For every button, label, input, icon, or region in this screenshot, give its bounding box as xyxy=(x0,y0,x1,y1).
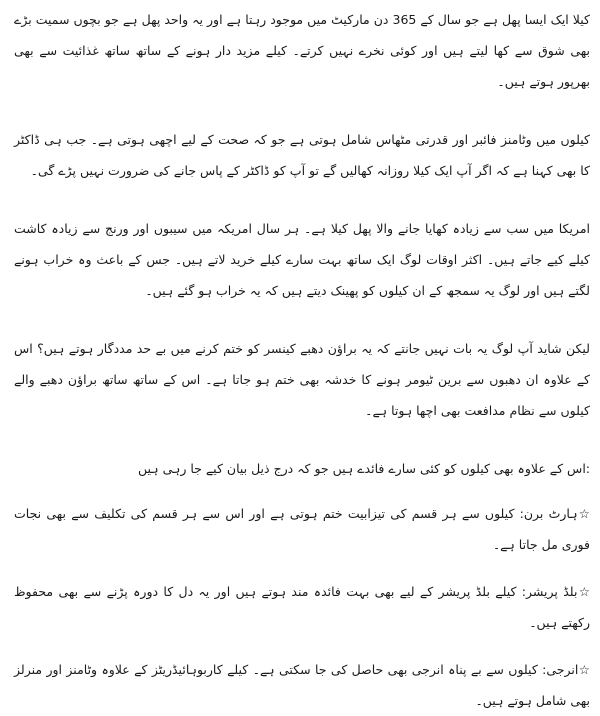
paragraph-brown-spots: لیکن شاید آپ لوگ یہ بات نہیں جانتے کہ یہ براؤن دھبے کینسر کو ختم کرنے میں بے حد مددگار ہوتے ہیں؟ اس کے علاوہ ان دھبوں سے برین ٹیومر ہونے کا خدشہ بھی ختم ہو جاتا ہے۔ اس کے ساتھ ساتھ براؤن دھبے والے کیلوں سے نظام مدافعت بھی اچھا ہوتا ہے۔ xyxy=(14,341,590,418)
bullet-heartburn: ☆ہارٹ برن: کیلوں سے ہر قسم کی تیزابیت ختم ہوتی ہے اور اس سے ہر قسم کی تکلیف سے بھی نجات فوری مل جاتا ہے۔ xyxy=(14,506,590,552)
paragraph-benefits-intro: :اس کے علاوہ بھی کیلوں کو کئی سارے فائدے ہیں جو کہ درج ذیل بیان کیے جا رہی ہیں xyxy=(138,461,590,476)
bullet-energy: ☆انرجی: کیلوں سے بے پناہ انرجی بھی حاصل کی جا سکتی ہے۔ کیلے کاربوہائیڈریٹز کے علاوہ وٹامنز اور منرلز بھی شامل ہوتے ہیں۔ xyxy=(14,662,590,708)
paragraph-nutrition: کیلوں میں وٹامنز فائبر اور قدرتی مٹھاس شامل ہوتی ہے جو کہ صحت کے لیے اچھی ہوتی ہے۔ جب ہی ڈاکٹر کا بھی کہنا ہے کہ اگر آپ ایک کیلا روزانہ کھالیں گے تو آپ کو ڈاکٹر کے پاس جانے کی ضرورت نہیں پڑے گی۔ xyxy=(14,132,590,178)
bullet-blood-pressure: ☆بلڈ پریشر: کیلے بلڈ پریشر کے لیے بھی بہت فائدہ مند ہوتے ہیں اور یہ دل کا دورہ پڑنے سے بھی محفوظ رکھتے ہیں۔ xyxy=(14,584,590,630)
paragraph-america: امریکا میں سب سے زیادہ کھایا جانے والا پھل کیلا ہے۔ ہر سال امریکہ میں سیبوں اور ورنج سے زیادہ کاشت کیلے کیے جاتے ہیں۔ اکثر اوقات لوگ ایک ساتھ بہت سارے کیلے خرید لاتے ہیں۔ جس کے باعث وہ خراب ہونے لگتے ہیں اور لوگ یہ سمجھ کے ان کیلوں کو پھینک دیتے ہیں کہ یہ خراب ہو گئے ہیں۔ xyxy=(14,221,590,298)
paragraph-availability: کیلا ایک ایسا پھل ہے جو سال کے 365 دن مارکیٹ میں موجود رہتا ہے اور یہ واحد پھل ہے جو بچوں سمیت بڑے بھی شوق سے کھا لیتے ہیں اور کوئی نخرے نہیں کرتے۔ کیلے مزید دار ہونے کے ساتھ ساتھ غذائیت سے بھی بھرپور ہوتے ہیں۔ xyxy=(14,12,590,89)
